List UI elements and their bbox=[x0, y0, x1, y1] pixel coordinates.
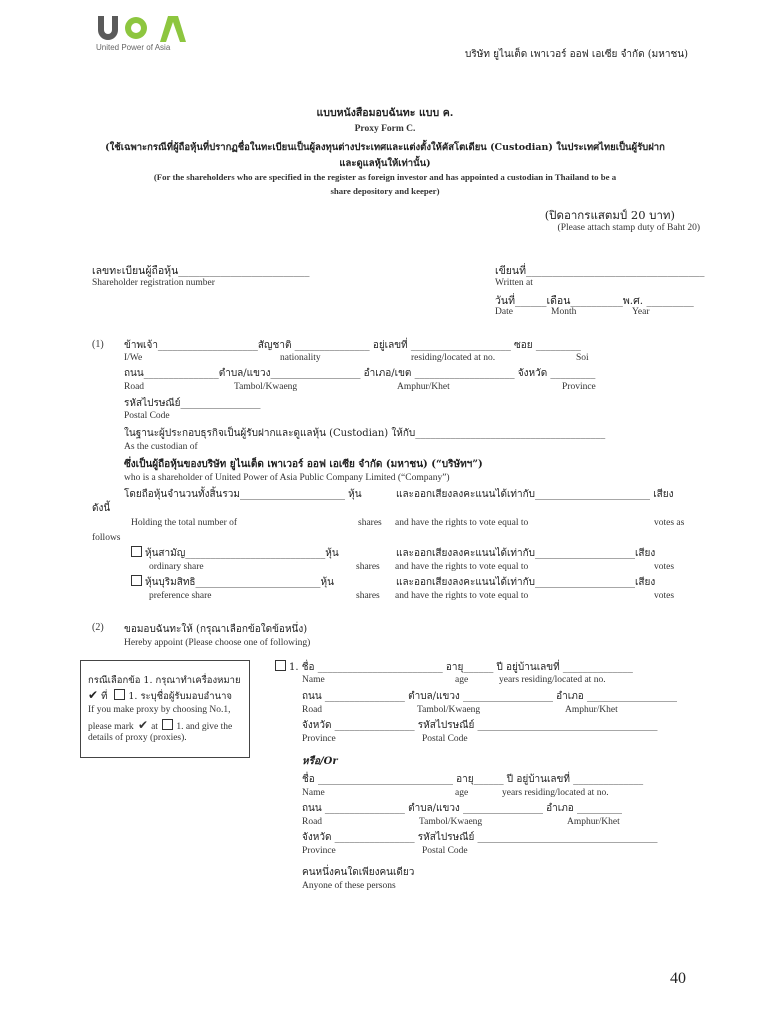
proxy-2-province-label: Province bbox=[302, 846, 336, 856]
company-header: บริษัท ยูไนเต็ด เพาเวอร์ ออฟ เอเซีย จำกัด (มหาชน) bbox=[465, 49, 688, 60]
form-desc-th-1: (ใช้เฉพาะกรณีที่ผู้ถือหุ้นที่ปรากฏชื่อในทะเบียนเป็นผู้ลงทุนต่างประเทศและแต่งตั้งให้คัสโตเดียน (Custodian) ในประเทศไทยเป็นผู้รับฝาก bbox=[105, 142, 665, 153]
preference-share-checkbox[interactable] bbox=[131, 575, 142, 586]
note-th-line2 bbox=[88, 688, 232, 704]
postal-th: รหัสไปรษณีย์________________ bbox=[124, 398, 261, 409]
proxy-2-name-th: ชื่อ ___________________________ อายุ______ ปี อยู่บ้านเลขที่ ______________ bbox=[302, 774, 644, 785]
ordinary-share-checkbox[interactable] bbox=[131, 546, 142, 557]
preference-votes-th: และออกเสียงลงคะแนนได้เท่ากับ____________________เสียง bbox=[396, 577, 656, 588]
form-title-th: แบบหนังสือมอบฉันทะ แบบ ค. bbox=[316, 107, 454, 119]
preference-votes-label: votes bbox=[654, 591, 675, 601]
custodian-th: ในฐานะผู้ประกอบธุรกิจเป็นผู้รับฝากและดูแลหุ้น (Custodian) ให้กับ______________________________________ bbox=[124, 428, 606, 439]
vote-rights-en: and have the rights to vote equal to bbox=[395, 518, 529, 528]
month-en: Month bbox=[551, 307, 577, 317]
holder-en: who is a shareholder of United Power of Asia Public Company Limited (“Company”) bbox=[124, 473, 450, 483]
note-en-5: details of proxy (proxies). bbox=[88, 733, 187, 743]
label-i-we: I/We bbox=[124, 353, 143, 363]
stamp-en: (Please attach stamp duty of Baht 20) bbox=[557, 223, 700, 233]
note-th-3: 1. ระบุชื่อผู้รับมอบอำนาจ bbox=[128, 691, 232, 702]
logo-text: United Power of Asia bbox=[96, 43, 171, 52]
written-at-th: เขียนที่__________________________________ bbox=[495, 265, 705, 277]
logo bbox=[96, 14, 196, 54]
ordinary-shares-label: shares bbox=[356, 562, 380, 572]
proxy-1-tambol-label: Tambol/Kwaeng bbox=[417, 705, 481, 715]
label-road: Road bbox=[124, 382, 145, 392]
proxy-2-road-th: ถนน ________________ ตำบล/แขวง ________________ อำเภอ _________ bbox=[302, 803, 622, 814]
total-shares-th: โดยถือหุ้นจำนวนทั้งสิ้นรวม_____________________ หุ้น bbox=[124, 489, 362, 500]
label-residing: residing/located at no. bbox=[411, 353, 496, 363]
ordinary-votes-label: votes bbox=[654, 562, 675, 572]
label-nationality: nationality bbox=[280, 353, 321, 363]
proxy-2-road-label: Road bbox=[302, 817, 323, 827]
holder-th: ซึ่งเป็นผู้ถือหุ้นของบริษัท ยูไนเต็ด เพาเวอร์ ออฟ เอเซีย จำกัด (มหาชน) (“บริษัทฯ”) bbox=[124, 459, 483, 470]
note-en-2: please mark bbox=[88, 722, 134, 732]
ordinary-votes-th: และออกเสียงลงคะแนนได้เท่ากับ____________________เสียง bbox=[396, 548, 656, 559]
label-amphur: Amphur/Khet bbox=[397, 382, 450, 392]
shares-label: shares bbox=[358, 518, 382, 528]
label-tambol: Tambol/Kwaeng bbox=[234, 382, 298, 392]
preference-share-en: preference share bbox=[149, 591, 212, 601]
proxy-2-tambol-label: Tambol/Kwaeng bbox=[419, 817, 483, 827]
total-shares-en: Holding the total number of bbox=[131, 518, 238, 528]
note-en-1: If you make proxy by choosing No.1, bbox=[88, 705, 231, 715]
appoint-en: Hereby appoint (Please choose one of following) bbox=[124, 638, 311, 648]
year-en: Year bbox=[632, 307, 650, 317]
ordinary-share-th: หุ้นสามัญ____________________________หุ้น bbox=[145, 548, 339, 559]
proxy-1-amphur-label: Amphur/Khet bbox=[565, 705, 618, 715]
proxy-2-province-th: จังหวัด ________________ รหัสไปรษณีย์ ____________________________________ bbox=[302, 832, 658, 843]
form-desc-en-1: (For the shareholders who are specified in the register as foreign investor and has appointed a custodian in Thailand to be a bbox=[153, 172, 617, 182]
proxy-1-age-label: age bbox=[455, 675, 469, 685]
preference-share-th: หุ้นบุริมสิทธิ_________________________หุ้น bbox=[145, 577, 334, 588]
page-number: 40 bbox=[670, 970, 686, 987]
note-box-icon bbox=[162, 719, 173, 730]
follows-th: ดังนี้ bbox=[92, 503, 111, 514]
ordinary-share-row bbox=[131, 546, 339, 561]
proxy-1-province-label: Province bbox=[302, 734, 336, 744]
total-votes-th: และออกเสียงลงคะแนนได้เท่ากับ_______________________ เสียง bbox=[396, 489, 674, 500]
written-at-en: Written at bbox=[495, 278, 533, 288]
ordinary-vote-en: and have the rights to vote equal to bbox=[395, 562, 529, 572]
proxy-2-age-label: age bbox=[455, 788, 469, 798]
address-line-th: ถนน_______________ตำบล/แขวง__________________ อำเภอ/เขต ____________________ จังหวัด _________ bbox=[124, 368, 596, 379]
checkmark-icon: ✔ bbox=[88, 688, 99, 702]
note-box-icon bbox=[114, 689, 125, 700]
proxy-2-residing-label: years residing/located at no. bbox=[502, 788, 609, 798]
proxy-1-name-label: Name bbox=[302, 675, 325, 685]
grantor-line-th: ข้าพเจ้า____________________สัญชาติ _______________ อยู่เลขที่ ____________________ ซอย _________ bbox=[124, 340, 581, 351]
anyone-th: คนหนึ่งคนใดเพียงคนเดียว bbox=[302, 867, 415, 878]
upa-logo-icon bbox=[96, 14, 192, 42]
reg-number-th: เลขทะเบียนผู้ถือหุ้น_________________________ bbox=[92, 265, 310, 277]
section-1-number: (1) bbox=[92, 339, 104, 350]
proxy-1-checkbox[interactable] bbox=[275, 660, 286, 671]
form-desc-en-2: share depository and keeper) bbox=[330, 186, 440, 196]
form-desc-th-2: และดูแลหุ้นให้เท่านั้น) bbox=[339, 158, 431, 169]
stamp-th: (ปิดอากรแสตมป์ 20 บาท) bbox=[544, 208, 675, 222]
date-th: วันที่______เดือน__________พ.ศ. _________ bbox=[495, 295, 694, 307]
proxy-1-road-th: ถนน ________________ ตำบล/แขวง __________________ อำเภอ __________________ bbox=[302, 691, 677, 702]
date-en: Date bbox=[495, 307, 513, 317]
proxy-1-name-th: 1. ชื่อ _________________________ อายุ______ ปี อยู่บ้านเลขที่ ______________ bbox=[289, 662, 633, 673]
ordinary-share-en: ordinary share bbox=[149, 562, 204, 572]
preference-vote-en: and have the rights to vote equal to bbox=[395, 591, 529, 601]
reg-number-en: Shareholder registration number bbox=[92, 278, 215, 288]
proxy-1-road-label: Road bbox=[302, 705, 323, 715]
label-soi: Soi bbox=[576, 353, 589, 363]
or-label: หรือ/Or bbox=[302, 756, 338, 767]
proxy-2-postal-label: Postal Code bbox=[422, 846, 468, 856]
appoint-th: ขอมอบฉันทะให้ (กรุณาเลือกข้อใดข้อหนึ่ง) bbox=[124, 624, 308, 635]
anyone-en: Anyone of these persons bbox=[302, 881, 396, 891]
custodian-en: As the custodian of bbox=[124, 442, 198, 452]
proxy-1-postal-label: Postal Code bbox=[422, 734, 468, 744]
checkmark-icon: ✔ bbox=[138, 718, 149, 732]
note-en-line2 bbox=[88, 718, 232, 733]
note-th-2: ที่ bbox=[101, 691, 108, 702]
note-th-1: กรณีเลือกข้อ 1. กรุณาทำเครื่องหมาย bbox=[88, 675, 241, 686]
proxy-2-name-label: Name bbox=[302, 788, 325, 798]
form-title-en: Proxy Form C. bbox=[354, 124, 416, 134]
votes-as-label: votes as bbox=[654, 518, 685, 528]
note-en-4: 1. and give the bbox=[176, 722, 233, 732]
proxy-1-residing-label: years residing/located at no. bbox=[499, 675, 606, 685]
section-2-number: (2) bbox=[92, 622, 104, 633]
preference-shares-label: shares bbox=[356, 591, 380, 601]
follows-en: follows bbox=[92, 533, 121, 543]
proxy-2-amphur-label: Amphur/Khet bbox=[567, 817, 620, 827]
proxy-1-province-th: จังหวัด ________________ รหัสไปรษณีย์ ____________________________________ bbox=[302, 720, 658, 731]
note-en-3: at bbox=[151, 722, 158, 732]
proxy-1-name-row bbox=[275, 660, 633, 675]
preference-share-row bbox=[131, 575, 334, 590]
postal-en: Postal Code bbox=[124, 411, 170, 421]
label-province: Province bbox=[562, 382, 596, 392]
